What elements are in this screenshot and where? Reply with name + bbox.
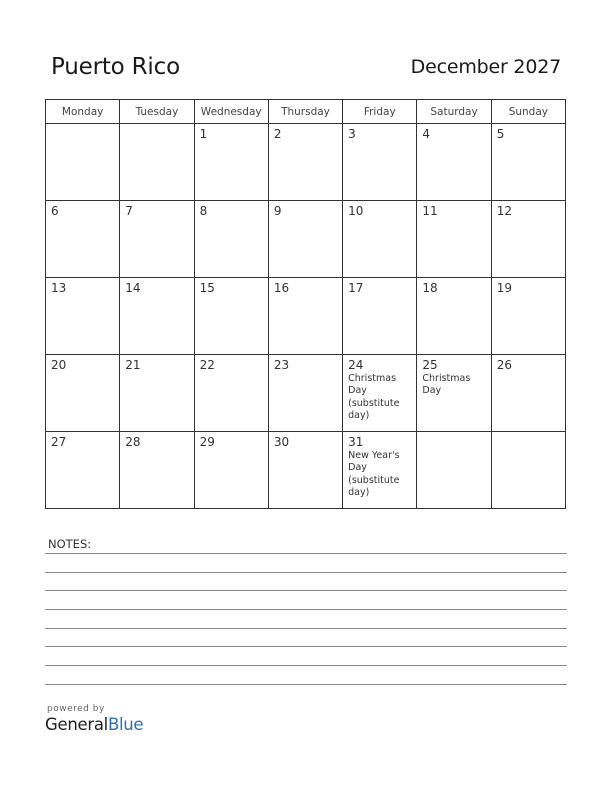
- calendar-day-cell: [46, 432, 120, 509]
- weekday-header-row: [46, 100, 566, 124]
- holiday-label: Christmas Day (substitute day): [348, 373, 400, 421]
- calendar-day-cell: [491, 432, 565, 509]
- holiday-label: Christmas Day: [422, 373, 471, 397]
- day-number: 7: [125, 204, 133, 218]
- calendar-day-cell: [194, 355, 268, 432]
- day-number: 20: [51, 358, 67, 372]
- day-number: 14: [125, 281, 141, 295]
- calendar-day-cell: [491, 201, 565, 278]
- day-number: 23: [273, 358, 290, 372]
- day-number: 12: [496, 204, 512, 218]
- day-number: 16: [273, 281, 290, 295]
- notes-label: NOTES:: [48, 537, 92, 551]
- weekday-header: Sunday: [491, 100, 565, 124]
- calendar-day-cell: [268, 432, 342, 509]
- weekday-header: Friday: [343, 100, 417, 124]
- day-number: 17: [348, 281, 364, 295]
- day-number: 28: [125, 435, 141, 449]
- note-line: [45, 684, 567, 685]
- day-number: 3: [348, 127, 356, 141]
- calendar-day-cell: [343, 355, 417, 432]
- day-number: 15: [199, 281, 215, 295]
- month-year-title: December 2027: [410, 56, 561, 78]
- calendar-week-row: [46, 432, 566, 509]
- calendar-day-cell: [417, 278, 491, 355]
- calendar-day-cell: [417, 124, 491, 201]
- powered-by-text: powered by: [47, 704, 105, 714]
- day-number: 10: [348, 204, 364, 218]
- calendar-day-cell: [120, 278, 194, 355]
- day-number: 26: [496, 358, 512, 372]
- country-title: Puerto Rico: [51, 54, 180, 80]
- calendar-day-cell: [268, 124, 342, 201]
- note-line: [45, 665, 567, 666]
- calendar-day-cell: [194, 201, 268, 278]
- calendar-day-cell: [343, 124, 417, 201]
- day-number: 27: [51, 435, 67, 449]
- calendar-day-cell: [491, 278, 565, 355]
- weekday-header: Thursday: [268, 100, 342, 124]
- calendar-day-cell: [46, 278, 120, 355]
- calendar-day-cell: [46, 124, 120, 201]
- calendar-day-cell: [343, 278, 417, 355]
- day-number: 24: [348, 358, 364, 372]
- day-number: 19: [496, 281, 512, 295]
- calendar-day-cell: [417, 355, 491, 432]
- day-number: 5: [496, 127, 505, 141]
- weekday-header: Tuesday: [120, 100, 194, 124]
- brand-blue: Blue: [107, 715, 144, 734]
- weekday-header: Monday: [46, 100, 120, 124]
- calendar-day-cell: [417, 432, 491, 509]
- calendar-day-cell: [343, 432, 417, 509]
- weekday-header: Wednesday: [194, 100, 268, 124]
- day-number: 4: [422, 127, 431, 141]
- calendar-week-row: [46, 201, 566, 278]
- day-number: 30: [273, 435, 290, 449]
- calendar-day-cell: [268, 278, 342, 355]
- calendar-day-cell: [120, 124, 194, 201]
- holiday-label: New Year's Day (substitute day): [348, 450, 400, 498]
- calendar-day-cell: [194, 432, 268, 509]
- day-number: 13: [51, 281, 67, 295]
- day-number: 29: [199, 435, 215, 449]
- calendar-week-row: [46, 124, 566, 201]
- calendar-day-cell: [120, 432, 194, 509]
- day-number: 31: [348, 435, 364, 449]
- calendar-day-cell: [46, 355, 120, 432]
- calendar-day-cell: [194, 124, 268, 201]
- calendar-day-cell: [268, 355, 342, 432]
- note-line: [45, 609, 567, 610]
- day-number: 6: [51, 204, 59, 218]
- day-number: 2: [273, 127, 282, 141]
- brand-name: [45, 715, 143, 734]
- note-line: [45, 646, 567, 647]
- day-number: 1: [199, 127, 208, 141]
- calendar-day-cell: [491, 355, 565, 432]
- calendar-day-cell: [491, 124, 565, 201]
- day-number: 22: [199, 358, 215, 372]
- day-number: 11: [422, 204, 438, 218]
- note-line: [45, 590, 567, 591]
- calendar-week-row: [46, 355, 566, 432]
- calendar-day-cell: [343, 201, 417, 278]
- calendar-day-cell: [46, 201, 120, 278]
- calendar-day-cell: [120, 355, 194, 432]
- note-line: [45, 628, 567, 629]
- note-line: [45, 553, 567, 554]
- day-number: 8: [199, 204, 208, 218]
- calendar-week-row: [46, 278, 566, 355]
- calendar-day-cell: [120, 201, 194, 278]
- brand-general: General: [45, 715, 108, 734]
- day-number: 18: [422, 281, 438, 295]
- calendar-day-cell: [194, 278, 268, 355]
- calendar-grid: [45, 99, 566, 509]
- brand-logo: [45, 704, 143, 734]
- calendar-day-cell: [417, 201, 491, 278]
- note-line: [45, 572, 567, 573]
- calendar-day-cell: [268, 201, 342, 278]
- day-number: 9: [273, 204, 282, 218]
- day-number: 21: [125, 358, 141, 372]
- weekday-header: Saturday: [417, 100, 491, 124]
- day-number: 25: [422, 358, 438, 372]
